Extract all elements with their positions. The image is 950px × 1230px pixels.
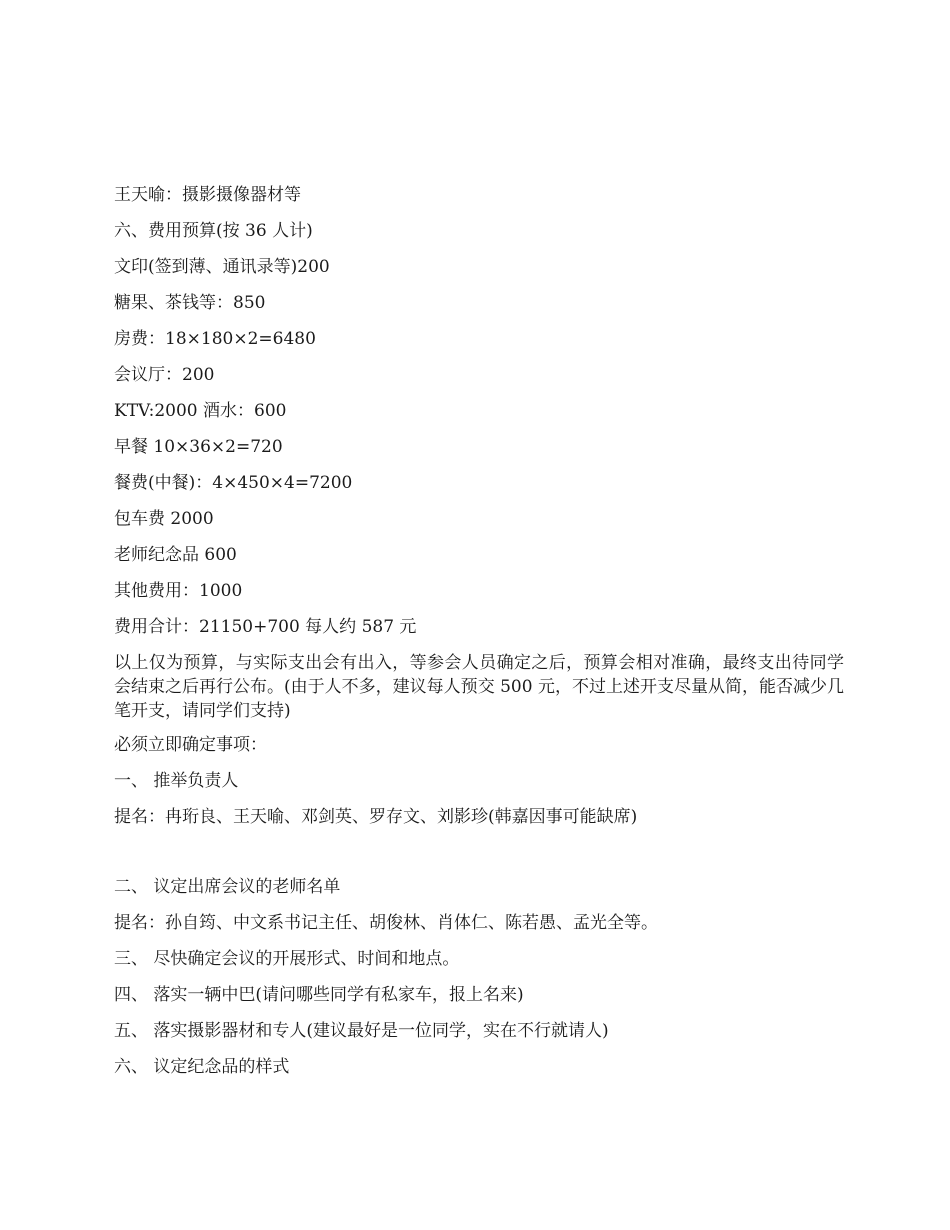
- text-line: 王天喻：摄影摄像器材等: [114, 185, 301, 205]
- section-heading: 必须立即确定事项：: [114, 735, 267, 755]
- budget-item: 房费：18×180×2=6480: [114, 329, 316, 349]
- budget-note-paragraph: 以上仅为预算，与实际支出会有出入，等参会人员确定之后，预算会相对准确，最终支出待同学会结束之后再行公布。(由于人不多，建议每人预交 500 元，不过上述开支尽量从简，能否减少几笔开支，请同学们支持): [114, 653, 844, 721]
- task-item: 三、 尽快确定会议的开展形式、时间和地点。: [114, 949, 460, 969]
- budget-item: 包车费 2000: [114, 509, 214, 529]
- document-page: [114, 179, 844, 1087]
- budget-item: 其他费用：1000: [114, 581, 243, 601]
- budget-item: 老师纪念品 600: [114, 545, 237, 565]
- budget-item: 早餐 10×36×2=720: [114, 437, 283, 457]
- blank-spacer: [114, 837, 844, 871]
- budget-item: 糖果、茶钱等：850: [114, 293, 266, 313]
- budget-item: 餐费(中餐)：4×450×4=7200: [114, 473, 353, 493]
- nomination-line: 提名：冉珩良、王天喻、邓剑英、罗存文、刘影珍(韩嘉因事可能缺席): [114, 807, 638, 827]
- budget-heading: 六、费用预算(按 36 人计): [114, 221, 313, 241]
- task-item: 二、 议定出席会议的老师名单: [114, 877, 341, 897]
- task-item: 一、 推举负责人: [114, 771, 239, 791]
- budget-total: 费用合计：21150+700 每人约 587 元: [114, 617, 417, 637]
- budget-item: KTV:2000 酒水：600: [114, 401, 287, 421]
- budget-item: 文印(签到薄、通讯录等)200: [114, 257, 330, 277]
- task-item: 六、 议定纪念品的样式: [114, 1057, 290, 1077]
- budget-item: 会议厅：200: [114, 365, 215, 385]
- task-item: 五、 落实摄影器材和专人(建议最好是一位同学，实在不行就请人): [114, 1021, 609, 1041]
- nomination-line: 提名：孙自筠、中文系书记主任、胡俊林、肖体仁、陈若愚、孟光全等。: [114, 913, 658, 933]
- task-item: 四、 落实一辆中巴(请问哪些同学有私家车，报上名来): [114, 985, 524, 1005]
